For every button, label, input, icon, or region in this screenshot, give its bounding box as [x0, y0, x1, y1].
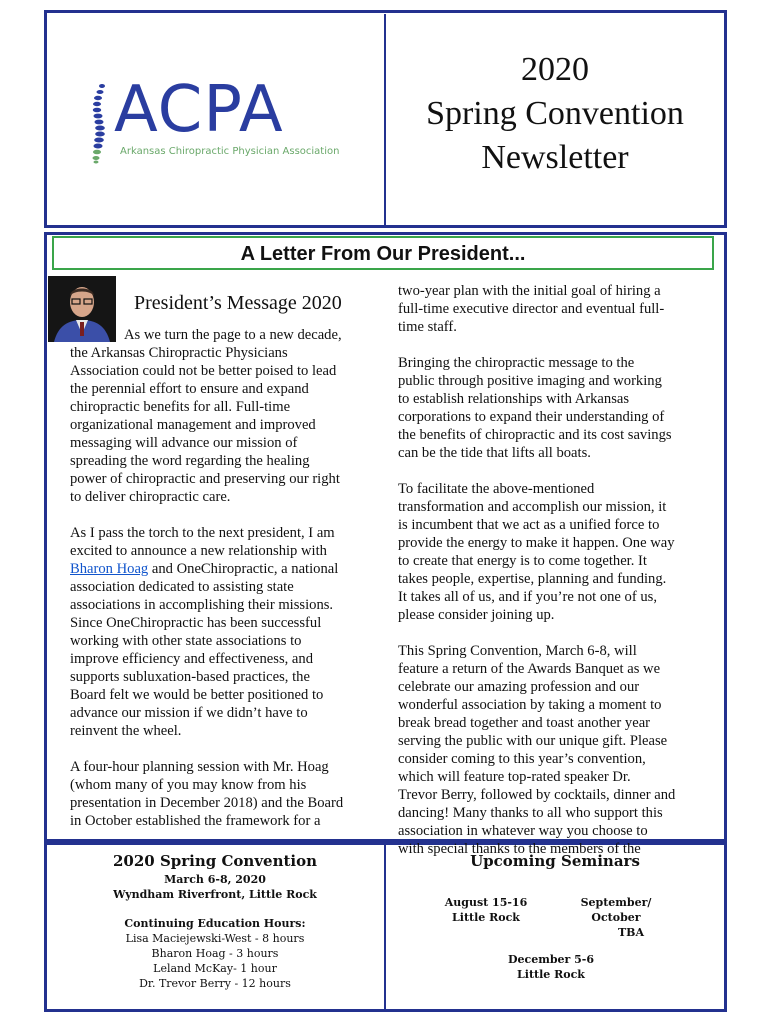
text-line: excited to announce a new relationship with	[70, 543, 327, 559]
seminar-date: August 15-16	[444, 896, 528, 909]
title-line-1: Spring Convention	[426, 95, 684, 132]
text-line: Since OneChiropractic has been successful	[70, 615, 322, 631]
text-line	[70, 560, 380, 578]
text-line: To facilitate the above-mentioned	[398, 481, 595, 497]
bharon-hoag-link[interactable]: Bharon Hoag	[70, 561, 149, 577]
seminar-item	[436, 895, 536, 925]
text-line: presentation in December 2018) and the Board	[70, 795, 344, 811]
text-line: As I pass the torch to the next president, I am	[70, 525, 335, 541]
text-line: association dedicated to assisting state	[70, 579, 294, 595]
text-line: reinvent the wheel.	[70, 723, 182, 739]
text-line: provide the energy to make it happen. One way	[398, 535, 675, 551]
text-line: advance our mission if we didn’t have to	[70, 705, 308, 721]
text-line: in October established the framework for a	[70, 813, 321, 829]
speaker-line: Bharon Hoag - 3 hours	[151, 947, 279, 960]
text-line: As we turn the page to a new decade,	[124, 327, 342, 343]
letter-left-column	[70, 326, 380, 842]
text-line: is incumbent that we act as a unified force to	[398, 517, 660, 533]
text-line: break bread together and toast another year	[398, 715, 651, 731]
text-line-rest: and OneChiropractic, a national	[148, 561, 339, 577]
text-line: spreading the word regarding the healing	[70, 453, 310, 469]
convention-dates: March 6-8, 2020	[164, 873, 266, 886]
speaker-line: Dr. Trevor Berry - 12 hours	[139, 977, 291, 990]
text-line: please consider joining up.	[398, 607, 555, 623]
seminar-item	[496, 952, 606, 982]
letter-banner: A Letter From Our President...	[52, 236, 714, 270]
ce-heading: Continuing Education Hours:	[124, 917, 306, 930]
text-line: takes people, expertise, planning and funding.	[398, 571, 667, 587]
text-line: It takes all of us, and if you’re not one of us,	[398, 589, 657, 605]
text-line: the perennial effort to ensure and expand	[70, 381, 309, 397]
text-line: two-year plan with the initial goal of hiring a	[398, 283, 661, 299]
text-line: corporations to expand their understanding of	[398, 409, 665, 425]
text-line: celebrate our amazing profession and our	[398, 679, 640, 695]
text-line: This Spring Convention, March 6-8, will	[398, 643, 637, 659]
acpa-logo	[88, 73, 348, 168]
logo-full-name: Arkansas Chiropractic Physician Association	[120, 146, 340, 157]
spine-icon	[88, 82, 110, 164]
text-line: to create that energy is to come together. It	[398, 553, 647, 569]
text-line: wonderful association by taking a moment to	[398, 697, 662, 713]
letter-right-column	[398, 282, 718, 857]
seminar-date: September/	[580, 896, 652, 909]
logo-acronym: ACPA	[114, 73, 284, 147]
seminar-item	[566, 895, 666, 940]
text-line: Board felt we would be better positioned to	[70, 687, 324, 703]
text-line: A four-hour planning session with Mr. Hoag	[70, 759, 329, 775]
text-line: messaging will advance our mission of	[70, 435, 298, 451]
text-line: organizational management and improved	[70, 417, 316, 433]
seminar-date-cont: October	[591, 911, 641, 924]
convention-title: 2020 Spring Convention	[112, 852, 318, 870]
text-line: to deliver chiropractic care.	[70, 489, 231, 505]
seminars-title: Upcoming Seminars	[470, 852, 640, 870]
text-line: chiropractic benefits for all. Full-time	[70, 399, 291, 415]
text-line: (whom many of you may know from his	[70, 777, 307, 793]
text-line: feature a return of the Awards Banquet as we	[398, 661, 661, 677]
speaker-line: Leland McKay- 1 hour	[153, 962, 277, 975]
text-line: improve efficiency and effectiveness, and	[70, 651, 313, 667]
message-title: President’s Message 2020	[134, 292, 342, 314]
text-line: consider coming to this year’s convention,	[398, 751, 646, 767]
text-line: time staff.	[398, 319, 457, 335]
convention-details	[46, 872, 384, 991]
seminar-location: Little Rock	[517, 968, 585, 981]
title-year: 2020	[521, 51, 589, 88]
speaker-line: Lisa Maciejewski-West - 8 hours	[125, 932, 305, 945]
text-line: full-time executive director and eventual full-	[398, 301, 665, 317]
text-line: which will feature top-rated speaker Dr.	[398, 769, 631, 785]
text-line: associations in accomplishing their missions.	[70, 597, 334, 613]
seminar-date: December 5-6	[507, 953, 595, 966]
text-line: public through positive imaging and working	[398, 373, 662, 389]
text-line: Association could not be better poised to lead	[70, 363, 337, 379]
text-line: dancing! Many thanks to all who support this	[398, 805, 663, 821]
text-line: working with other state associations to	[70, 633, 302, 649]
seminar-location: Little Rock	[452, 911, 520, 924]
text-line: supports subluxation-based practices, the	[70, 669, 310, 685]
title-line-2: Newsletter	[481, 139, 629, 176]
text-line: serving the public with our unique gift. Please	[398, 733, 668, 749]
text-line: Trevor Berry, followed by cocktails, dinner and	[398, 787, 676, 803]
text-line: the Arkansas Chiropractic Physicians	[70, 345, 288, 361]
text-line: the benefits of chiropractic and its cost savings	[398, 427, 672, 443]
text-line: to establish relationships with Arkansas	[398, 391, 630, 407]
newsletter-title	[386, 48, 724, 180]
seminar-location: TBA	[617, 926, 645, 939]
convention-location: Wyndham Riverfront, Little Rock	[113, 888, 317, 901]
text-line: transformation and accomplish our mission, it	[398, 499, 667, 515]
text-line: with special thanks to the members of the	[398, 841, 641, 857]
text-line: Bringing the chiropractic message to the	[398, 355, 635, 371]
text-line: power of chiropractic and preserving our right	[70, 471, 340, 487]
text-line: association in whatever way you choose to	[398, 823, 648, 839]
text-line: can be the tide that lifts all boats.	[398, 445, 591, 461]
